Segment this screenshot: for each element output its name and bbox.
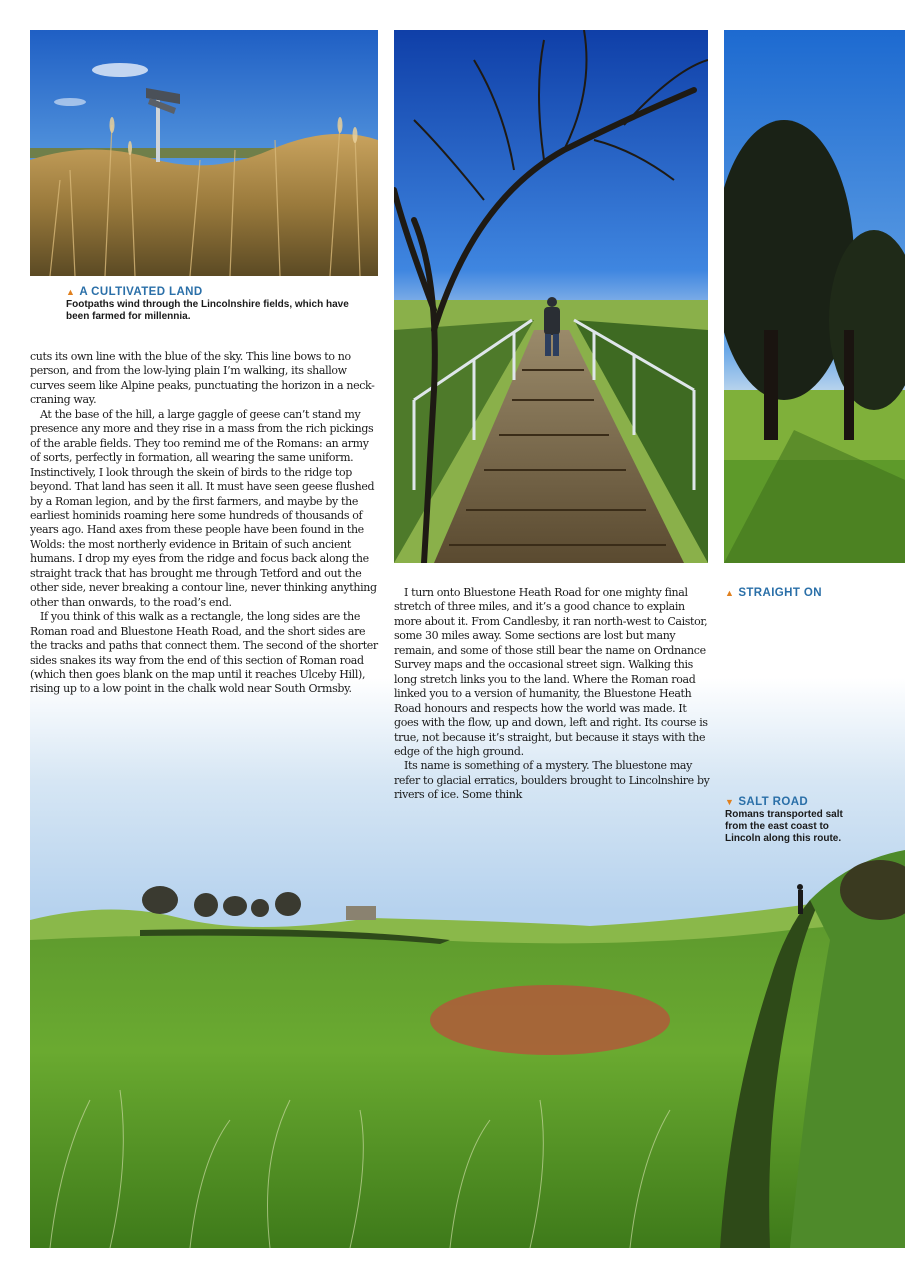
photo-footbridge bbox=[394, 30, 708, 563]
triangle-up-icon: ▲ bbox=[66, 287, 76, 297]
paragraph: Its name is something of a mystery. The bluestone may refer to glacial erratics, boulders brought to Lincolnshire by rivers of ice. Some think bbox=[394, 759, 710, 802]
caption-body: Footpaths wind through the Lincolnshire fields, which have been farmed for millennia. bbox=[66, 299, 349, 322]
caption-cultivated-land bbox=[66, 285, 366, 323]
photo-cultivated-land bbox=[30, 30, 378, 276]
triangle-down-icon: ▼ bbox=[725, 797, 735, 807]
paragraph: At the base of the hill, a large gaggle of geese can’t stand my presence any more and they rise in a mass from the rich pickings of the arable fields. They too remind me of the Romans: an army of sorts, perfectly in formation, all wearing the same uniform. Instinctively, I look through the skein of birds to the ridge top beyond. That land has seen it all. It must have seen geese flushed by a Roman legion, and by the first farmers, and maybe by the earliest hominids roaming here some hundreds of thousands of years ago. Hand axes from these people have been found in the Wolds: the most northerly evidence in Britain of such ancient humans. I drop my eyes from the ridge and focus back along the straight track that has brought me through Tetford and out the other side, never breaking a contour line, never thinking anything other than onwards, to the road’s end. bbox=[30, 407, 377, 609]
article-column-middle bbox=[394, 586, 712, 803]
photo-trees bbox=[724, 30, 905, 563]
paragraph: If you think of this walk as a rectangle, the long sides are the Roman road and Bluestone Heath Road, and the short sides are the tracks and paths that connect them. The second of the shorter sides snakes its way from the end of this section of Roman road (which then goes blank on the map until it reaches Ulceby Hill), rising up to a low point in the chalk wold near South Ormsby. bbox=[30, 610, 378, 696]
caption-salt-road bbox=[725, 795, 843, 845]
caption-title: ▼ SALT ROAD bbox=[725, 796, 809, 808]
article-column-left bbox=[30, 350, 380, 697]
paragraph: cuts its own line with the blue of the sky. This line bows to no person, and from the low-lying plain I’m walking, its shallow curves seem like Alpine peaks, punctuating the horizon in a neck-craning way. bbox=[30, 350, 375, 407]
caption-title: ▲ STRAIGHT ON bbox=[725, 587, 822, 599]
paragraph: I turn onto Bluestone Heath Road for one mighty final stretch of three miles, and it’s a good chance to explain more about it. From Candlesby, it ran north-west to Caistor, some 30 miles away. Some sections are lost but many remain, and some of those still bear the name on Ordnance Survey maps and the occasional street sign. Walking this long stretch links you to the land. Where the Roman road linked you to a version of humanity, the Bluestone Heath Road honours and respects how the world was made. It goes with the flow, up and down, left and right. Its course is true, not because it’s straight, but because it stays with the edge of the high ground. bbox=[394, 586, 708, 758]
caption-body: Romans transported salt from the east coast to Lincoln along this route. bbox=[725, 809, 843, 844]
triangle-up-icon: ▲ bbox=[725, 588, 735, 598]
caption-title: ▲ A CULTIVATED LAND bbox=[66, 286, 203, 298]
